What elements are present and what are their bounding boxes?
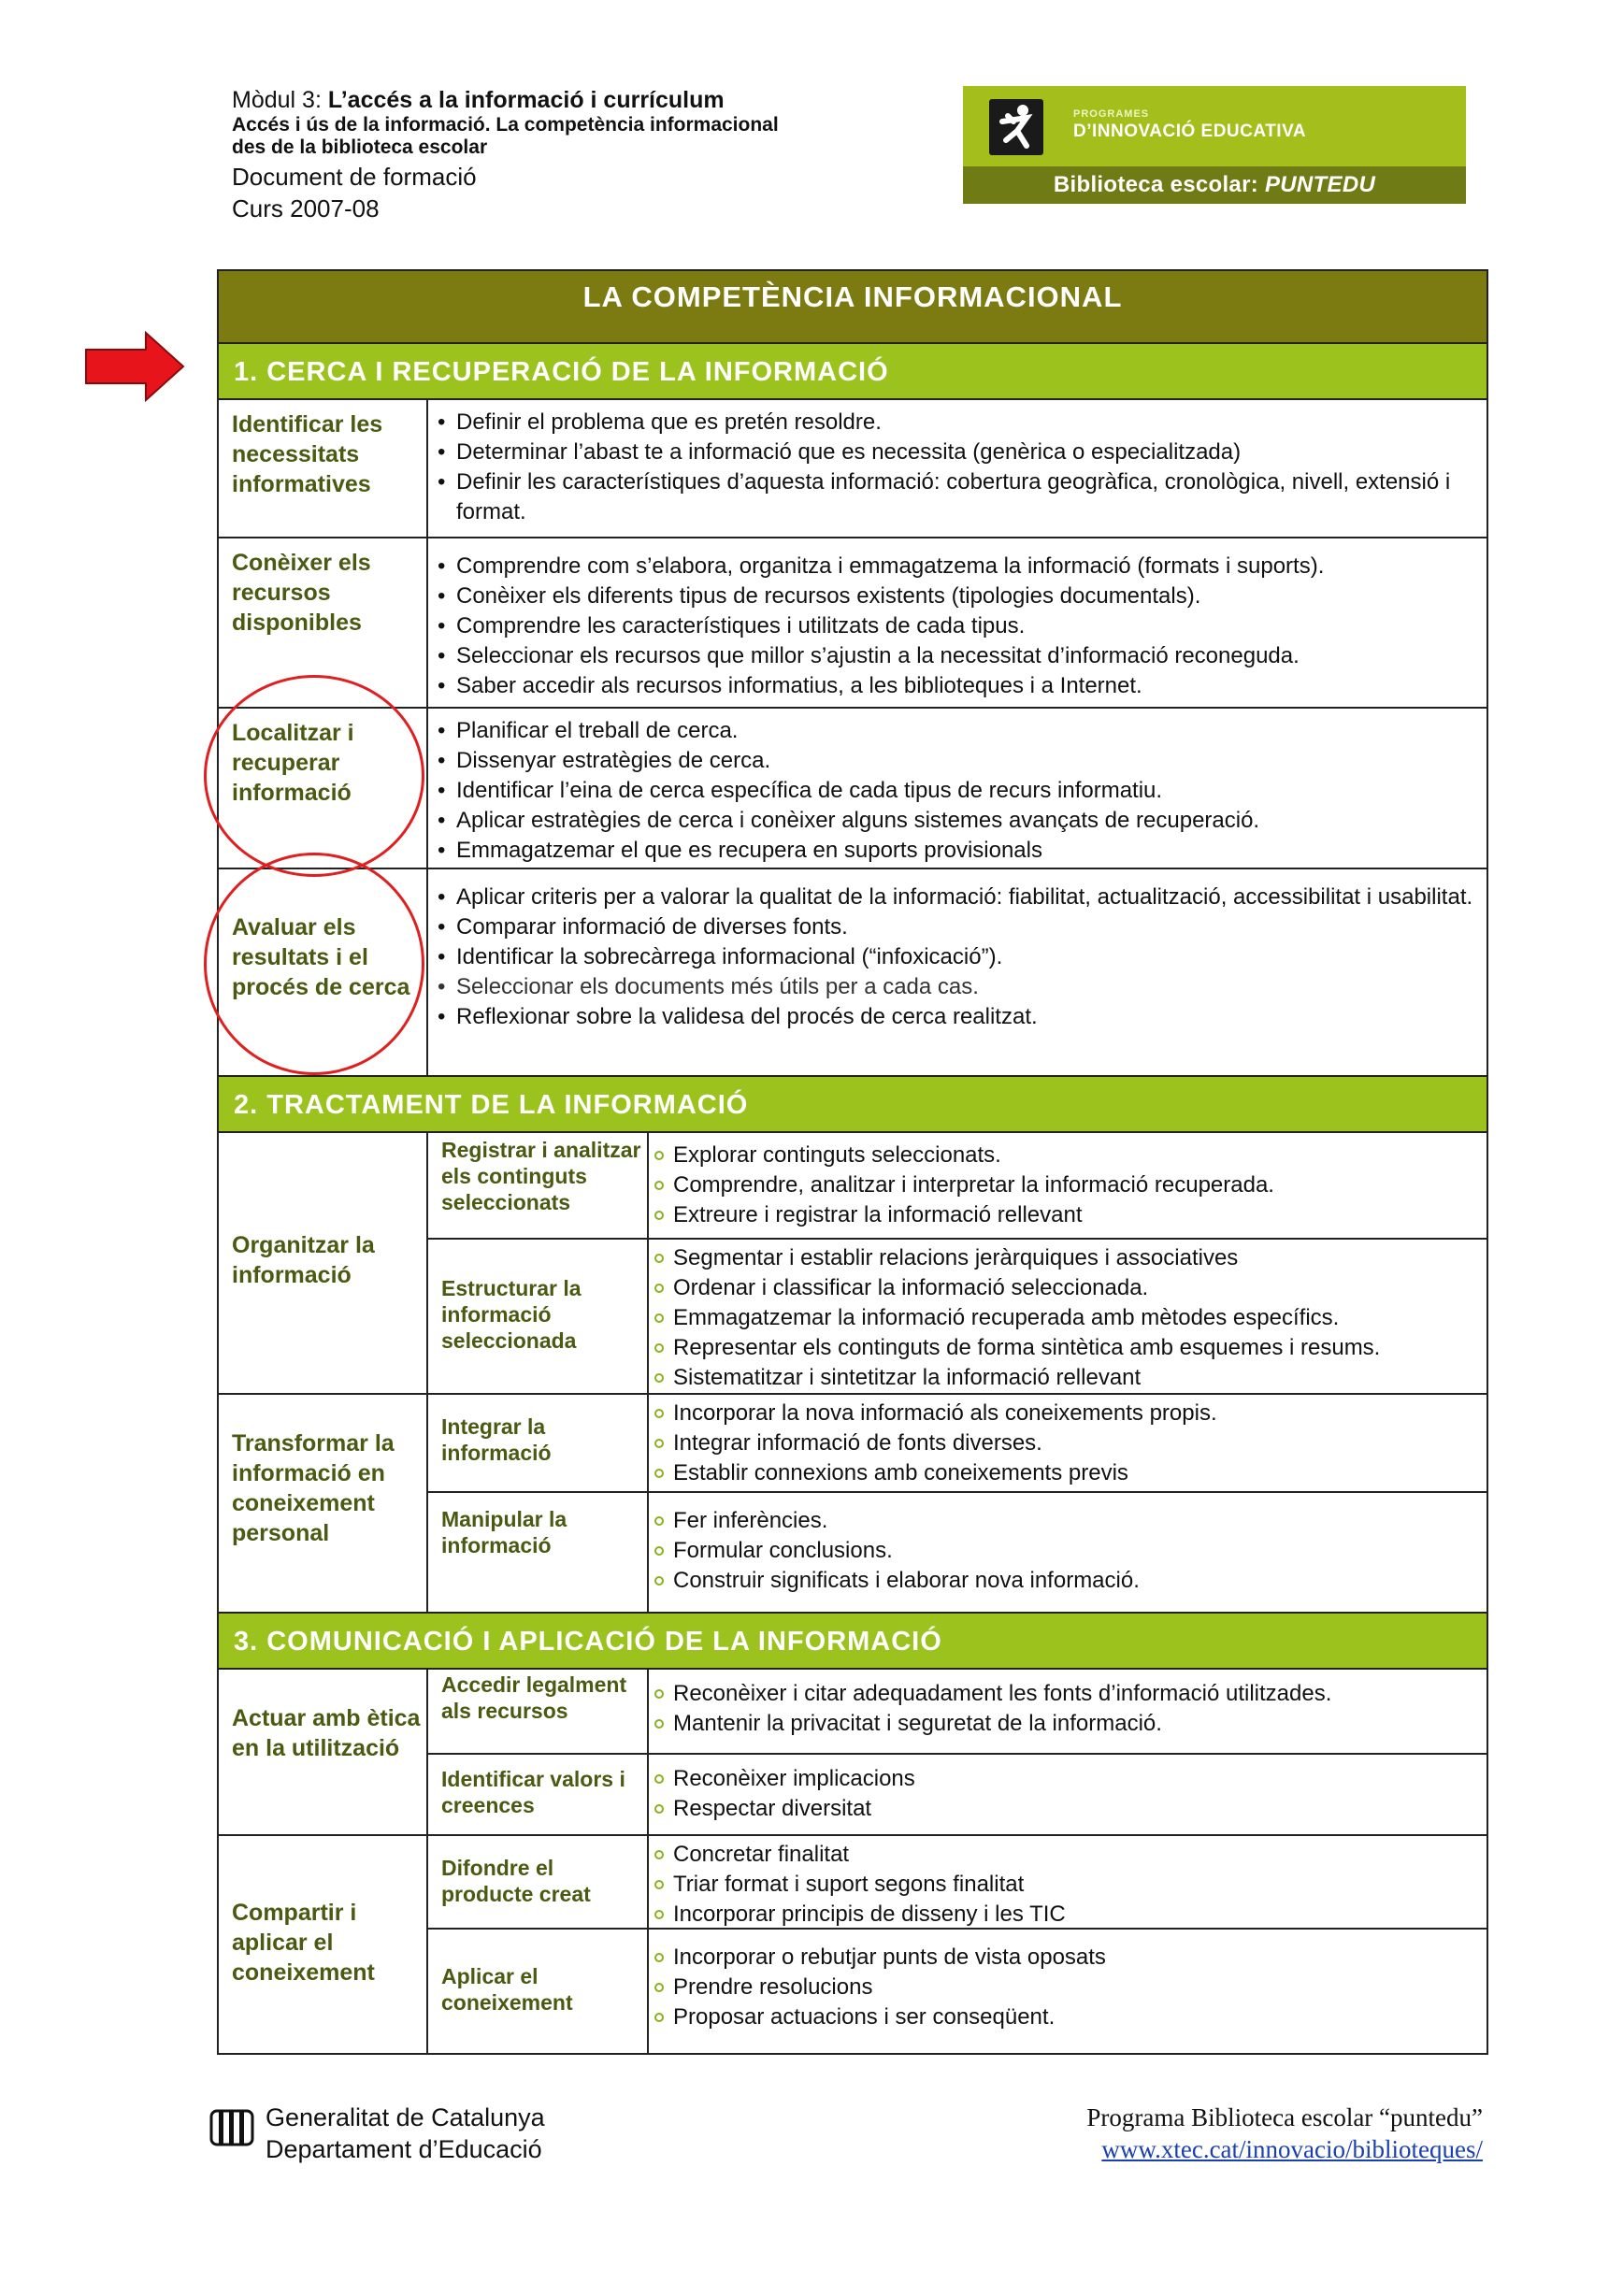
- sub-content: [649, 1240, 1487, 1393]
- list-item: • Reflexionar sobre la validesa del procés de cerca realitzat.: [438, 1002, 1487, 1032]
- list-item: Representar els continguts de forma sintètica amb esquemes i resums.: [653, 1333, 1487, 1363]
- sub-row: [428, 1930, 1487, 2053]
- row-content: [428, 538, 1487, 707]
- list-item: • Comprendre les característiques i utilitzats de cada tipus.: [438, 611, 1487, 641]
- red-circle-annotation: [204, 675, 424, 877]
- competence-table: [217, 269, 1488, 2055]
- list-item: Prendre resolucions: [653, 1973, 1487, 2002]
- list-item: Segmentar i establir relacions jeràrquiques i associatives: [653, 1243, 1487, 1273]
- department-name: Departament d’Educació: [266, 2135, 542, 2163]
- document-type: Document de formació: [232, 163, 477, 191]
- sub-row: [428, 1670, 1487, 1755]
- logo-big-text: D’INNOVACIÓ EDUCATIVA: [1073, 122, 1307, 141]
- org-name: Generalitat de Catalunya: [266, 2103, 545, 2131]
- section-1-header: 1. CERCA I RECUPERACIÓ DE LA INFORMACIÓ: [219, 344, 1487, 400]
- group-label: Actuar amb ètica en la utilització: [219, 1670, 428, 1834]
- list-item: • Comparar informació de diverses fonts.: [438, 912, 1487, 942]
- sub-content: [649, 1395, 1487, 1491]
- list-item: Sistematitzar i sintetitzar la informació rellevant: [653, 1363, 1487, 1393]
- row-content: [428, 869, 1487, 1075]
- list-item: Explorar continguts seleccionats.: [653, 1141, 1487, 1170]
- list-item: Integrar informació de fonts diverses.: [653, 1428, 1487, 1458]
- module-title: L’accés a la informació i currículum: [327, 87, 725, 113]
- program-name: Programa Biblioteca escolar “puntedu”: [1086, 2103, 1483, 2131]
- section-3-header: 3. COMUNICACIÓ I APLICACIÓ DE LA INFORMACIÓ: [219, 1614, 1487, 1670]
- list-item: • Comprendre com s’elabora, organitza i emmagatzema la informació (formats i suports).: [438, 552, 1487, 581]
- table-group: [219, 1133, 1487, 1395]
- sub-label: Accedir legalment als recursos: [428, 1670, 649, 1753]
- group-label: Transformar la informació en coneixement personal: [219, 1395, 428, 1612]
- logo-small-text: PROGRAMES: [1073, 108, 1150, 120]
- logo-bar-name: PUNTEDU: [1264, 172, 1376, 197]
- course-year: Curs 2007-08: [232, 194, 380, 222]
- list-item: • Determinar l’abast te a informació que es necessita (genèrica o especialitzada): [438, 438, 1487, 467]
- sub-content: [649, 1836, 1487, 1928]
- list-item: • Definir el problema que es pretén resoldre.: [438, 408, 1487, 438]
- group-subrows: [428, 1395, 1487, 1612]
- sub-row: [428, 1133, 1487, 1240]
- list-item: • Saber accedir als recursos informatius, a les biblioteques i a Internet.: [438, 671, 1487, 701]
- list-item: • Aplicar criteris per a valorar la qualitat de la informació: fiabilitat, actualització, accessibilitat i usabilitat.: [438, 883, 1487, 912]
- list-item: • Seleccionar els recursos que millor s’ajustin a la necessitat d’informació reconeguda.: [438, 641, 1487, 671]
- list-item: Extreure i registrar la informació rellevant: [653, 1200, 1487, 1230]
- list-item: Mantenir la privacitat i seguretat de la informació.: [653, 1709, 1487, 1739]
- document-header: [232, 86, 942, 224]
- logo-bar: [963, 166, 1466, 204]
- row-content: [428, 709, 1487, 868]
- row-label: Avaluar els resultats i el procés de cerca: [219, 869, 428, 1075]
- red-arrow-icon: [84, 329, 187, 404]
- sub-row: [428, 1836, 1487, 1930]
- list-item: Incorporar principis de disseny i les TIC: [653, 1900, 1487, 1930]
- row-content: [428, 400, 1487, 537]
- table-title: LA COMPETÈNCIA INFORMACIONAL: [219, 271, 1487, 344]
- sub-label: Manipular la informació: [428, 1493, 649, 1612]
- table-group: [219, 1670, 1487, 1836]
- sub-row: [428, 1493, 1487, 1612]
- list-item: Proposar actuacions i ser conseqüent.: [653, 2002, 1487, 2032]
- list-item: Comprendre, analitzar i interpretar la informació recuperada.: [653, 1170, 1487, 1200]
- program-url-link[interactable]: www.xtec.cat/innovacio/biblioteques/: [1101, 2135, 1483, 2163]
- list-item: Concretar finalitat: [653, 1840, 1487, 1870]
- list-item: Triar format i suport segons finalitat: [653, 1870, 1487, 1900]
- sub-label: Difondre el producte creat: [428, 1836, 649, 1928]
- list-item: • Conèixer els diferents tipus de recursos existents (tipologies documentals).: [438, 581, 1487, 611]
- table-row: [219, 538, 1487, 709]
- sub-label: Integrar la informació: [428, 1395, 649, 1491]
- table-row: [219, 400, 1487, 538]
- list-item: • Identificar l’eina de cerca específica de cada tipus de recurs informatiu.: [438, 776, 1487, 806]
- sub-row: [428, 1240, 1487, 1393]
- sub-label: Identificar valors i creences: [428, 1755, 649, 1834]
- list-item: Incorporar la nova informació als coneixements propis.: [653, 1399, 1487, 1428]
- group-subrows: [428, 1670, 1487, 1834]
- list-item: • Identificar la sobrecàrrega informacional (“infoxicació”).: [438, 942, 1487, 972]
- sub-content: [649, 1930, 1487, 2053]
- subtitle-1: Accés i ús de la informació. La competència informacional: [232, 114, 779, 136]
- sub-content: [649, 1755, 1487, 1834]
- list-item: Fer inferències.: [653, 1506, 1487, 1536]
- row-label: Localitzar i recuperar informació: [219, 709, 428, 868]
- generalitat-logo-icon: [208, 2103, 256, 2152]
- list-item: Establir connexions amb coneixements previs: [653, 1458, 1487, 1488]
- list-item: Incorporar o rebutjar punts de vista oposats: [653, 1943, 1487, 1973]
- group-subrows: [428, 1836, 1487, 2053]
- sub-label: Registrar i analitzar els continguts seleccionats: [428, 1133, 649, 1238]
- section-2-header: 2. TRACTAMENT DE LA INFORMACIÓ: [219, 1077, 1487, 1133]
- red-circle-annotation: [204, 853, 424, 1075]
- puntedu-logo: [963, 86, 1466, 204]
- module-prefix: Mòdul 3:: [232, 87, 328, 113]
- group-label: Compartir i aplicar el coneixement: [219, 1836, 428, 2053]
- row-label: Identificar les necessitats informatives: [219, 400, 428, 537]
- list-item: Reconèixer i citar adequadament les fonts d’informació utilitzades.: [653, 1679, 1487, 1709]
- list-item: Reconèixer implicacions: [653, 1764, 1487, 1794]
- sub-row: [428, 1395, 1487, 1493]
- list-item: Ordenar i classificar la informació seleccionada.: [653, 1273, 1487, 1303]
- list-item: • Definir les característiques d’aquesta informació: cobertura geogràfica, cronològica, nivell, extensió i format.: [438, 467, 1487, 527]
- group-subrows: [428, 1133, 1487, 1393]
- table-group: [219, 1836, 1487, 2053]
- list-item: • Emmagatzemar el que es recupera en suports provisionals: [438, 836, 1487, 866]
- footer-organization: [266, 2102, 545, 2165]
- logo-banner: [963, 86, 1466, 166]
- list-item: Respectar diversitat: [653, 1794, 1487, 1824]
- group-label: Organitzar la informació: [219, 1133, 428, 1393]
- logo-bar-prefix: Biblioteca escolar:: [1053, 172, 1265, 197]
- table-group: [219, 1395, 1487, 1614]
- list-item: Formular conclusions.: [653, 1536, 1487, 1566]
- list-item: • Aplicar estratègies de cerca i conèixer alguns sistemes avançats de recuperació.: [438, 806, 1487, 836]
- list-item: • Planificar el treball de cerca.: [438, 716, 1487, 746]
- list-item: Construir significats i elaborar nova informació.: [653, 1566, 1487, 1596]
- module-line: [232, 86, 942, 114]
- footer-program: [1086, 2102, 1483, 2165]
- sub-row: [428, 1755, 1487, 1834]
- subtitle-2: des de la biblioteca escolar: [232, 136, 488, 158]
- row-label: Conèixer els recursos disponibles: [219, 538, 428, 707]
- sub-label: Aplicar el coneixement: [428, 1930, 649, 2053]
- list-item: Emmagatzemar la informació recuperada amb mètodes específics.: [653, 1303, 1487, 1333]
- sub-label: Estructurar la informació seleccionada: [428, 1240, 649, 1393]
- sub-content: [649, 1670, 1487, 1753]
- list-item: • Dissenyar estratègies de cerca.: [438, 746, 1487, 776]
- sub-content: [649, 1493, 1487, 1612]
- sub-content: [649, 1133, 1487, 1238]
- runner-icon: [989, 99, 1043, 155]
- list-item: • Seleccionar els documents més útils per a cada cas.: [438, 972, 1487, 1002]
